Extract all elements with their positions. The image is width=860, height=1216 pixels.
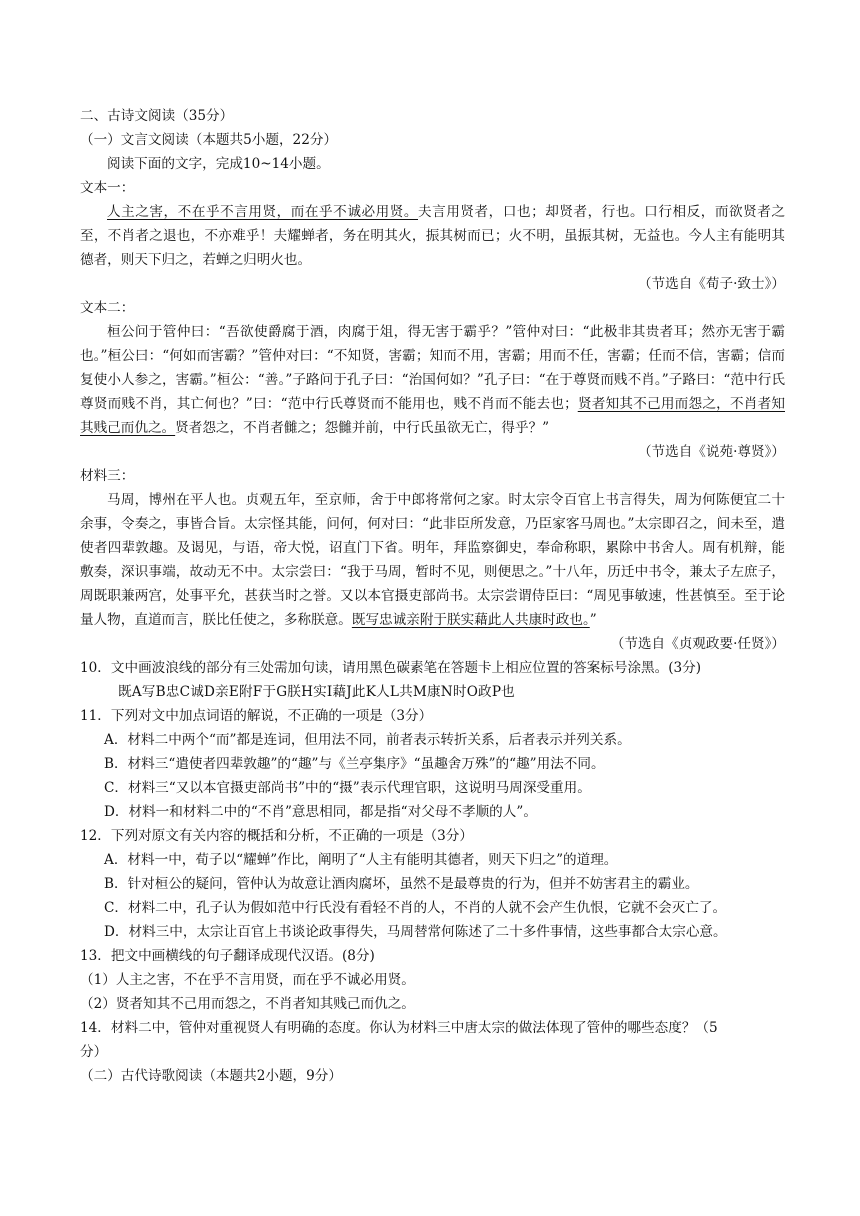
question-12-option-c: C．材料二中，孔子认为假如范中行氏没有看轻不肖的人，不肖的人就不会产生仇恨，它就不会灭亡了。 [104,900,727,916]
text1-label: 文本一： [80,180,135,196]
subsection-heading-poetry: （二）古代诗歌阅读（本题共2小题，9分） [80,1068,342,1084]
text3-end-quote: ” [589,612,597,628]
question-12-option-a: A．材料一中，荀子以“耀蝉”作比，阐明了“人主有能明其德者，则天下归之”的道理。 [104,852,618,868]
question-12-stem: 12．下列对原文有关内容的概括和分析，不正确的一项是（3分） [80,828,473,844]
question-12-option-d: D．材料三中，太宗让百官上书谈论政事得失，马周替常何陈述了二十多件事情，这些事都合太宗心意。 [104,924,727,940]
question-13-stem: 13．把文中画横线的句子翻译成现代汉语。(8分) [80,948,375,964]
question-10-stem: 10．文中画波浪线的部分有三处需加句读，请用黑色碳素笔在答题卡上相应位置的答案标号涂黑。(3分) [80,660,702,676]
text2-source: （节选自《说苑·尊贤》） [637,444,785,460]
reading-instruction: 阅读下面的文字，完成10~14小题。 [107,156,330,172]
text2-part1: 桓公问于管仲曰：“吾欲使爵腐于酒，肉腐于俎，得无害于霸乎？”管仲对曰：“此极非其贵者耳；然亦无害于霸也。”桓公曰：“何如而害霸？”管仲对曰：“不知贤，害霸；知而不用，害霸；用而不任，害霸；任而不信，害霸；信而复使小人参之，害霸。”桓公：“善。”子路问于孔子曰：“治国何如？”孔子曰：“在于尊贤而贱不肖。”子路曰：“范中行氏尊贤而贱不肖，其亡何也？”曰：“范中行氏尊贤而不能用也，贱不肖而不能去也； [80,324,785,412]
question-14-stem-line2: 分） [80,1044,108,1060]
text1-source: （节选自《荀子·致士》） [637,276,785,292]
question-11-option-b: B．材料三“遣使者四辈敦趣”的“趣”与《兰亭集序》“虽趣舍万殊”的“趣”用法不同。 [104,756,605,772]
text2-label: 文本二： [80,300,135,316]
question-13-item-2: （2）贤者知其不己用而怨之，不肖者知其贱己而仇之。 [80,996,415,1012]
question-11-option-c: C．材料三“又以本官摄吏部尚书”中的“摄”表示代理官职，这说明马周深受重用。 [104,780,591,796]
question-14-stem-line1: 14．材料二中，管仲对重视贤人有明确的态度。你认为材料三中唐太宗的做法体现了管仲的哪些态度？（5 [80,1020,718,1036]
question-13-item-1: （1）人主之害，不在乎不言用贤，而在乎不诚必用贤。 [80,972,415,988]
text2-body [80,320,785,440]
section-heading: 二、古诗文阅读（35分） [80,108,234,124]
question-10-markers: 既A写B忠C诚D亲E附F于G朕H实I藉J此K人L共M康N时O政P也 [118,684,515,700]
text3-source: （节选自《贞观政要·任贤》） [610,636,785,652]
question-11-option-a: A．材料二中两个“而”都是连词，但用法不同，前者表示转折关系，后者表示并列关系。 [104,732,631,748]
text1-rest: 夫言用贤者，口也；却贤者，行也。口行相反，而欲贤者之至，不肖者之退也，不亦难乎！夫耀蝉者，务在明其火，振其树而已；火不明，虽振其树，无益也。今人主有能明其德者，则天下归之，若蝉之归明火也。 [80,204,785,268]
question-12-option-b: B．针对桓公的疑问，管仲认为故意让酒肉腐坏，虽然不是最尊贵的行为，但并不妨害君主的霸业。 [104,876,699,892]
text3-wavy-sentence: 既写忠诚亲附于朕实藉此人共康时政也。 [351,612,590,628]
text1-underlined-sentence: 人主之害，不在乎不言用贤，而在乎不诚必用贤。 [107,204,418,220]
text3-body [80,488,785,632]
text1-body [80,200,785,272]
text3-label: 材料三： [80,468,135,484]
text2-underlined-sentence: 贤者知其不己用而怨之，不肖者知其贱己而仇之。 [80,396,785,436]
question-11-stem: 11．下列对文中加点词语的解说，不正确的一项是（3分） [80,708,433,724]
exam-page [80,104,785,1088]
subsection-heading-classical-prose: （一）文言文阅读（本题共5小题，22分） [80,132,338,148]
question-11-option-d: D．材料一和材料二中的“不肖”意思相同，都是指“对父母不孝顺的人”。 [104,804,537,820]
text2-part2: 贤者怨之，不肖者雠之；怨雠并前，中行氏虽欲无亡，得乎？” [175,420,550,436]
text3-main: 马周，博州在平人也。贞观五年，至京师，舍于中郎将常何之家。时太宗令百官上书言得失，周为何陈便宜二十余事，令奏之，事皆合旨。太宗怪其能，问何，何对曰：“此非臣所发意，乃臣家客马周也。”太宗即召之，间未至，遣使者四辈敦趣。及谒见，与语，帝大悦，诏直门下省。明年，拜监察御史，奉命称职，累除中书舍人。周有机辩，能敷奏，深识事端，故动无不中。太宗尝曰：“我于马周，暂时不见，则便思之。”十八年，历迁中书令，兼太子左庶子，周既职兼两宫，处事平允，甚获当时之誉。又以本官摄吏部尚书。太宗尝谓侍臣曰：“周见事敏速，性甚慎至。至于论量人物，直道而言，朕比任使之，多称朕意。 [80,492,785,628]
